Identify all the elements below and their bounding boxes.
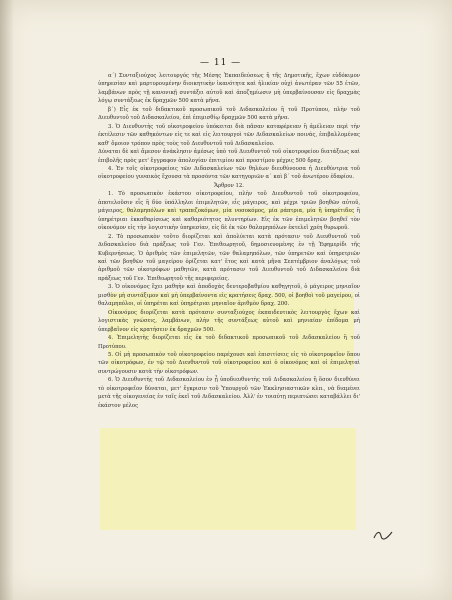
- handwritten-mark: [372, 528, 394, 542]
- paragraph: 6. Ὁ Διευθυντὴς τοῦ Διδασκαλείου ἐν ᾗ ὑποδιευθυντὴς τοῦ Διδασκαλείου ἢ ὅσον διευθύνει τὸ οἰκοτροφεῖον δύναται, μετ' ἔγκρισιν τοῦ Ὑπουργοῦ τῶν Ἐκκλησιαστικῶν κλπ., νὰ διαμένει μετὰ τῆς οἰκογενείας ἐν ταῖς ἐκεῖ τοῦ Διδασκαλείου. Ἀλλ' ἐν τοιαύτῃ περιπτώσει καταβάλλει δι' ἑκάστον μέλος: [98, 377, 360, 409]
- paragraph: 5. Οἱ μὴ προσωπικὸν τοῦ οἰκοτροφείου παρέχουσι καὶ ἐπισιτίσεις εἰς τὸ οἰκοτροφεῖον ὅπου τῶν οἰκοτρόφων, ἐν τῷ τοῦ Διευθυντοῦ τοῦ οἰκοτροφείου καὶ ὁ οἰκονόμος καὶ οἱ ἐπιμεληταὶ συντρώγουσιν κατὰ τὴν οἰκοτρόφων.: [98, 351, 360, 375]
- paragraph: Δύναται δὲ καὶ ἄμεσον ἀνάκλησιν ἀμέσως ὑπὸ τοῦ Διευθυντοῦ τοῦ οἰκοτροφείου διατάξεως καὶ ἐπιβολῆς πρὸς μετ' ἔγγραφον ἀπολογίαν ἐπιτιμίου καὶ προστίμου μέχρις 500 δραχ.: [98, 149, 360, 164]
- page-edge-shadow: [0, 0, 14, 600]
- paragraph: 4. Ἐν τοῖς οἰκοτροφείοις τῶν Διδασκαλείων τῶν θηλέων διευθύνουσα ἡ Διευθύντρια τοῦ οἰκοτροφείου γυναικὸς ἔχουσα τὰ προσόντα τῶν κατηγοριῶν α΄ καὶ β΄ τοῦ ἀνωτέρου ἐδαφίου.: [98, 165, 360, 181]
- paragraph: 2. Τὸ προσωπικὸν τοῦτο διορίζεται καὶ ἀπολύεται κατὰ πρότασιν τοῦ Διευθυντοῦ τοῦ Διδασκαλείου διὰ πράξεως τοῦ Γεν. Ἐπιθεωρητοῦ, δημοσιευομένης ἐν τῇ Ἐφημερίδι τῆς Κυβερνήσεως. Ὁ ἀριθμὸς τῶν ἐπιμελητῶν, τῶν θαλαμηπόλων, τῶν ὑπηρετῶν καὶ ὑπηρετριῶν καὶ τῶν βοηθῶν τοῦ μαγείρου ὁρίζεται κατ' ἔτος καὶ κατὰ μῆνα Σεπτέμβριον ἀναλόγως τοῦ ἀριθμοῦ τῶν οἰκοτρόφων μαθητῶν, κατὰ πρότασιν τοῦ Διευθυντοῦ τοῦ Διδασκαλείου διὰ πράξεως τοῦ Γεν. Ἐπιθεωρητοῦ τῆς περιφερείας.: [98, 233, 360, 282]
- article-heading: Ἄρθρον 12.: [214, 182, 244, 189]
- paragraph: Οἰκονόμος διορίζεται κατὰ πρότασιν συνταξιούχος ἐκπαιδευτικὸς λειτουργὸς ἔχων καὶ λογιστικὰς γνώσεις, λαμβάνων, πλὴν τῆς συντάξεως αὐτοῦ καὶ μηνιαίαν ἐπίδομα μὴ ὑπερβαῖνον εἰς κρατήσειν ἐκ δραχμῶν 500.: [98, 309, 360, 333]
- text-column: [98, 72, 360, 410]
- paragraph: 1. Τὸ προσωπικὸν ἑκάστου οἰκοτροφείου, πλὴν τοῦ Διευθυντοῦ τοῦ οἰκοτροφείου, ἀποτελοῦσιν εἷς ἢ δύο ὑπάλληλοι ἐπιμελητῶν, εἷς μάγειρος, καὶ μέχρι τριῶν βοηθῶν αὐτοῦ, μάγειρος, θαλαμηπόλων καὶ τραπεζοκόμων, μία νοσοκόμος, μία ράπτρια, μία ἢ ὑπηρέτιδες ἢ ὑπηρέτριαι ἐκκαθαρίσεως καὶ καθαριότητος πλυντηρίων. Εἰς ἐκ τῶν ἐπιμελητῶν βοηθεῖ τὸν οἰκονόμον εἰς τὴν λογιστικὴν ὑπηρεσίαν, εἰς δὲ ἐκ τῶν θαλαμηπόλων ἐκτελεῖ χρέη θυρωροῦ.: [98, 191, 360, 232]
- paragraph: 3. Ὁ Διευθυντὴς τοῦ οἰκοτροφείου ὑπόκειται διὰ πᾶσαν καταφέρειαν ἢ ἀμέλειαν περὶ τὴν ἐκτέλεσιν τῶν καθηκόντων εἰς τε καὶ εἰς λειτουργοὶ τῶν Διδασκαλείων ποινάς, ἐπιβαλλομένας καθ' ὅμοιον τρόπον πρὸς τοὺς τοῦ Διευθυντοῦ τοῦ Διδασκαλείου.: [98, 123, 360, 147]
- yellow-highlight: [100, 428, 356, 530]
- paragraph: 4. Ἐπιμελητὴς διορίζεται εἷς ἐκ τοῦ διδακτικοῦ προσωπικοῦ τοῦ Διδασκαλείου ἢ τοῦ Προτύπου.: [98, 335, 360, 350]
- paragraph: α΄) Συνταξιούχος λειτουργός τῆς Μέσης Ἐκπαιδεύσεως ἢ τῆς Δημοτικῆς, ἔχων εὐδόκιμον ὑπηρεσίαν καὶ μαρτυρουμένην διοικητικὴν ἱκανότητα καὶ ἡλικίαν οὐχὶ ἀνωτέραν τῶν 55 ἐτῶν, λαμβάνων πρὸς τῇ κανονικῇ συντάξει αὐτοῦ καὶ ἀποζημίωσιν μὴ ὑπερβαίνουσαν εἰς δραχμὰς λόγῳ συντάξεως ἐκ δραχμῶν 500 κατὰ μῆνα.: [98, 73, 360, 105]
- page-number: — 11 —: [200, 58, 242, 68]
- paragraph: β΄) Εἷς ἐκ τοῦ διδακτικοῦ προσωπικοῦ τοῦ Διδασκαλείου ἢ τοῦ Προτύπου, πλὴν τοῦ Διευθυντοῦ τοῦ Διδασκαλείου, ἐπὶ ἐπιμισθίῳ δραχμῶν 500 κατὰ μῆνα.: [98, 106, 360, 122]
- paragraph: 3. Ὁ οἰκονόμος ἔχει μαθηὴν καὶ ἀποδοχὰς δευτεροβαθμίου καθηγητοῦ, ὁ μάγειρος μηνιαῖον μισθὸν μὴ συντάξιμον καὶ μὴ ὑπερβαίνοντα εἰς κρατήσεις δραχ. 500, οἱ βοηθοὶ τοῦ μαγείρου, οἱ θαλαμηπόλοι, οἱ ὑπηρέται καὶ ὑπηρέτριαι μηνιαῖον ἀριθμὸν δραχ. 200.: [98, 284, 360, 308]
